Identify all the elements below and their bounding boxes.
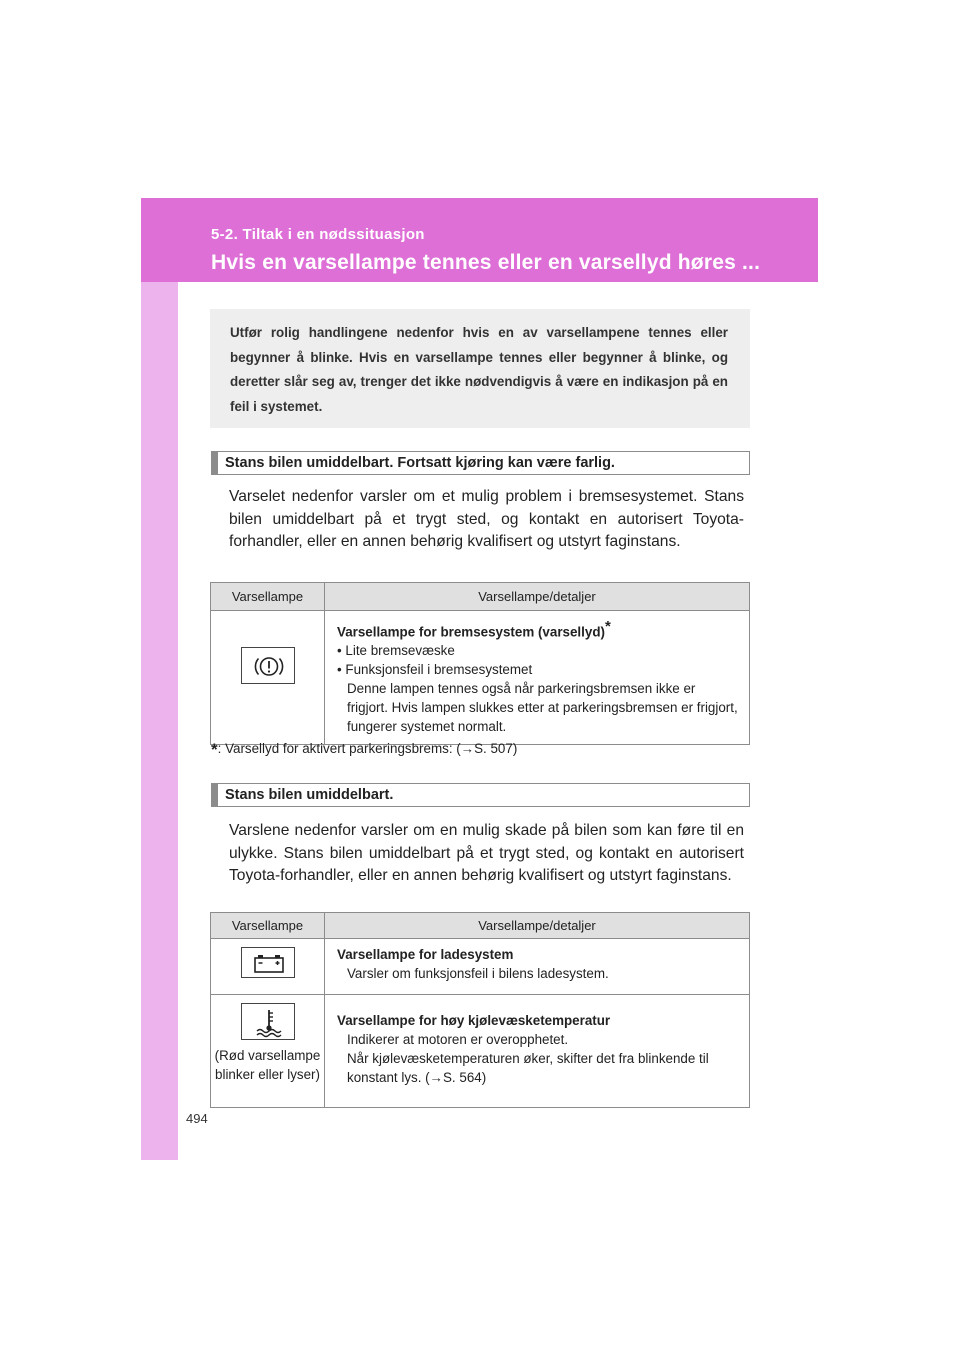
section1-heading-box <box>211 451 750 475</box>
brake-warning-icon <box>241 647 295 684</box>
brake-lamp-bullet-1: • Lite bremsevæske <box>337 643 455 659</box>
table-row <box>211 995 750 1108</box>
coolant-lamp-detail-2: Når kjølevæsketemperaturen øker, skifter det fra blinkende til konstant lys. (→S. 564) <box>347 1051 709 1085</box>
table-header-row <box>211 913 750 939</box>
brake-lamp-bullet-2: • Funksjonsfeil i bremsesystemet <box>337 662 533 678</box>
coolant-icon-caption: (Rød varsellampe blinker eller lyser) <box>214 1048 321 1082</box>
battery-icon <box>241 947 295 978</box>
brake-lamp-title-line <box>337 617 739 641</box>
side-strip <box>141 198 178 1160</box>
footnote-text: : Varsellyd for aktivert parkeringsbrems: (→S. 507) <box>217 741 518 756</box>
table-header-row <box>211 583 750 611</box>
footnote-mark: * <box>604 618 611 635</box>
section2-text: Varslene nedenfor varsler om en mulig skade på bilen som kan føre til en ulykke. Stans bilen umiddelbart på et trygt sted, og kontakt en autorisert Toyota-forhandler, eller en annen behørig kvalifisert og utstyrt faginstans. <box>229 822 744 884</box>
page-number: 494 <box>186 1111 208 1126</box>
section-label: 5-2. Tiltak i en nødssituasjon <box>211 226 425 243</box>
page-heading: Hvis en varsellampe tennes eller en varsellyd høres ... <box>211 251 761 274</box>
section1-table <box>210 582 750 745</box>
coolant-lamp-detail-1: Indikerer at motoren er overopphetet. <box>347 1032 569 1047</box>
charging-lamp-title: Varsellampe for ladesystem <box>337 947 514 962</box>
column-header-details: Varsellampe/detaljer <box>325 913 750 939</box>
section1-heading: Stans bilen umiddelbart. Fortsatt kjøring kan være farlig. <box>225 455 615 471</box>
charging-lamp-detail: Varsler om funksjonsfeil i bilens ladesystem. <box>347 966 609 981</box>
description-cell <box>325 939 750 995</box>
description-cell <box>325 995 750 1108</box>
column-header-lamp: Varsellampe <box>211 583 325 611</box>
intro-box <box>210 309 750 428</box>
coolant-lamp-title: Varsellampe for høy kjølevæsketemperatur <box>337 1013 611 1028</box>
icon-cell <box>211 995 325 1108</box>
brake-lamp-detail: Denne lampen tennes også når parkeringsbremsen ikke er frigjort. Hvis lampen slukkes etter at parkeringsbremsen er frigjort, fungerer systemet normalt. <box>347 681 738 735</box>
description-cell <box>325 611 750 745</box>
column-header-lamp: Varsellampe <box>211 913 325 939</box>
coolant-temperature-icon <box>241 1003 295 1040</box>
icon-cell <box>211 611 325 745</box>
brake-lamp-title: Varsellampe for bremsesystem (varsellyd) <box>337 624 605 640</box>
section2-table <box>210 912 750 1108</box>
column-header-details: Varsellampe/detaljer <box>325 583 750 611</box>
intro-text: Utfør rolig handlingene nedenfor hvis en av varsellampene tennes eller begynner å blinke. Hvis en varsellampe tennes eller begynner å blinke, og deretter slår seg av, trenger det ikke nødvendigvis å være en indikasjon på en feil i systemet. <box>230 325 728 414</box>
section1-text: Varselet nedenfor varsler om et mulig problem i bremsesystemet. Stans bilen umiddelbart på et trygt sted, og kontakt en autorisert Toyota-forhandler, eller en annen behørig kvalifisert og utstyrt faginstans. <box>229 488 744 550</box>
table-row <box>211 939 750 995</box>
footnote <box>211 740 517 760</box>
footnote-star: * <box>211 740 218 759</box>
section2-heading-box <box>211 783 750 807</box>
table-row <box>211 611 750 745</box>
section2-heading: Stans bilen umiddelbart. <box>225 787 394 803</box>
icon-cell <box>211 939 325 995</box>
